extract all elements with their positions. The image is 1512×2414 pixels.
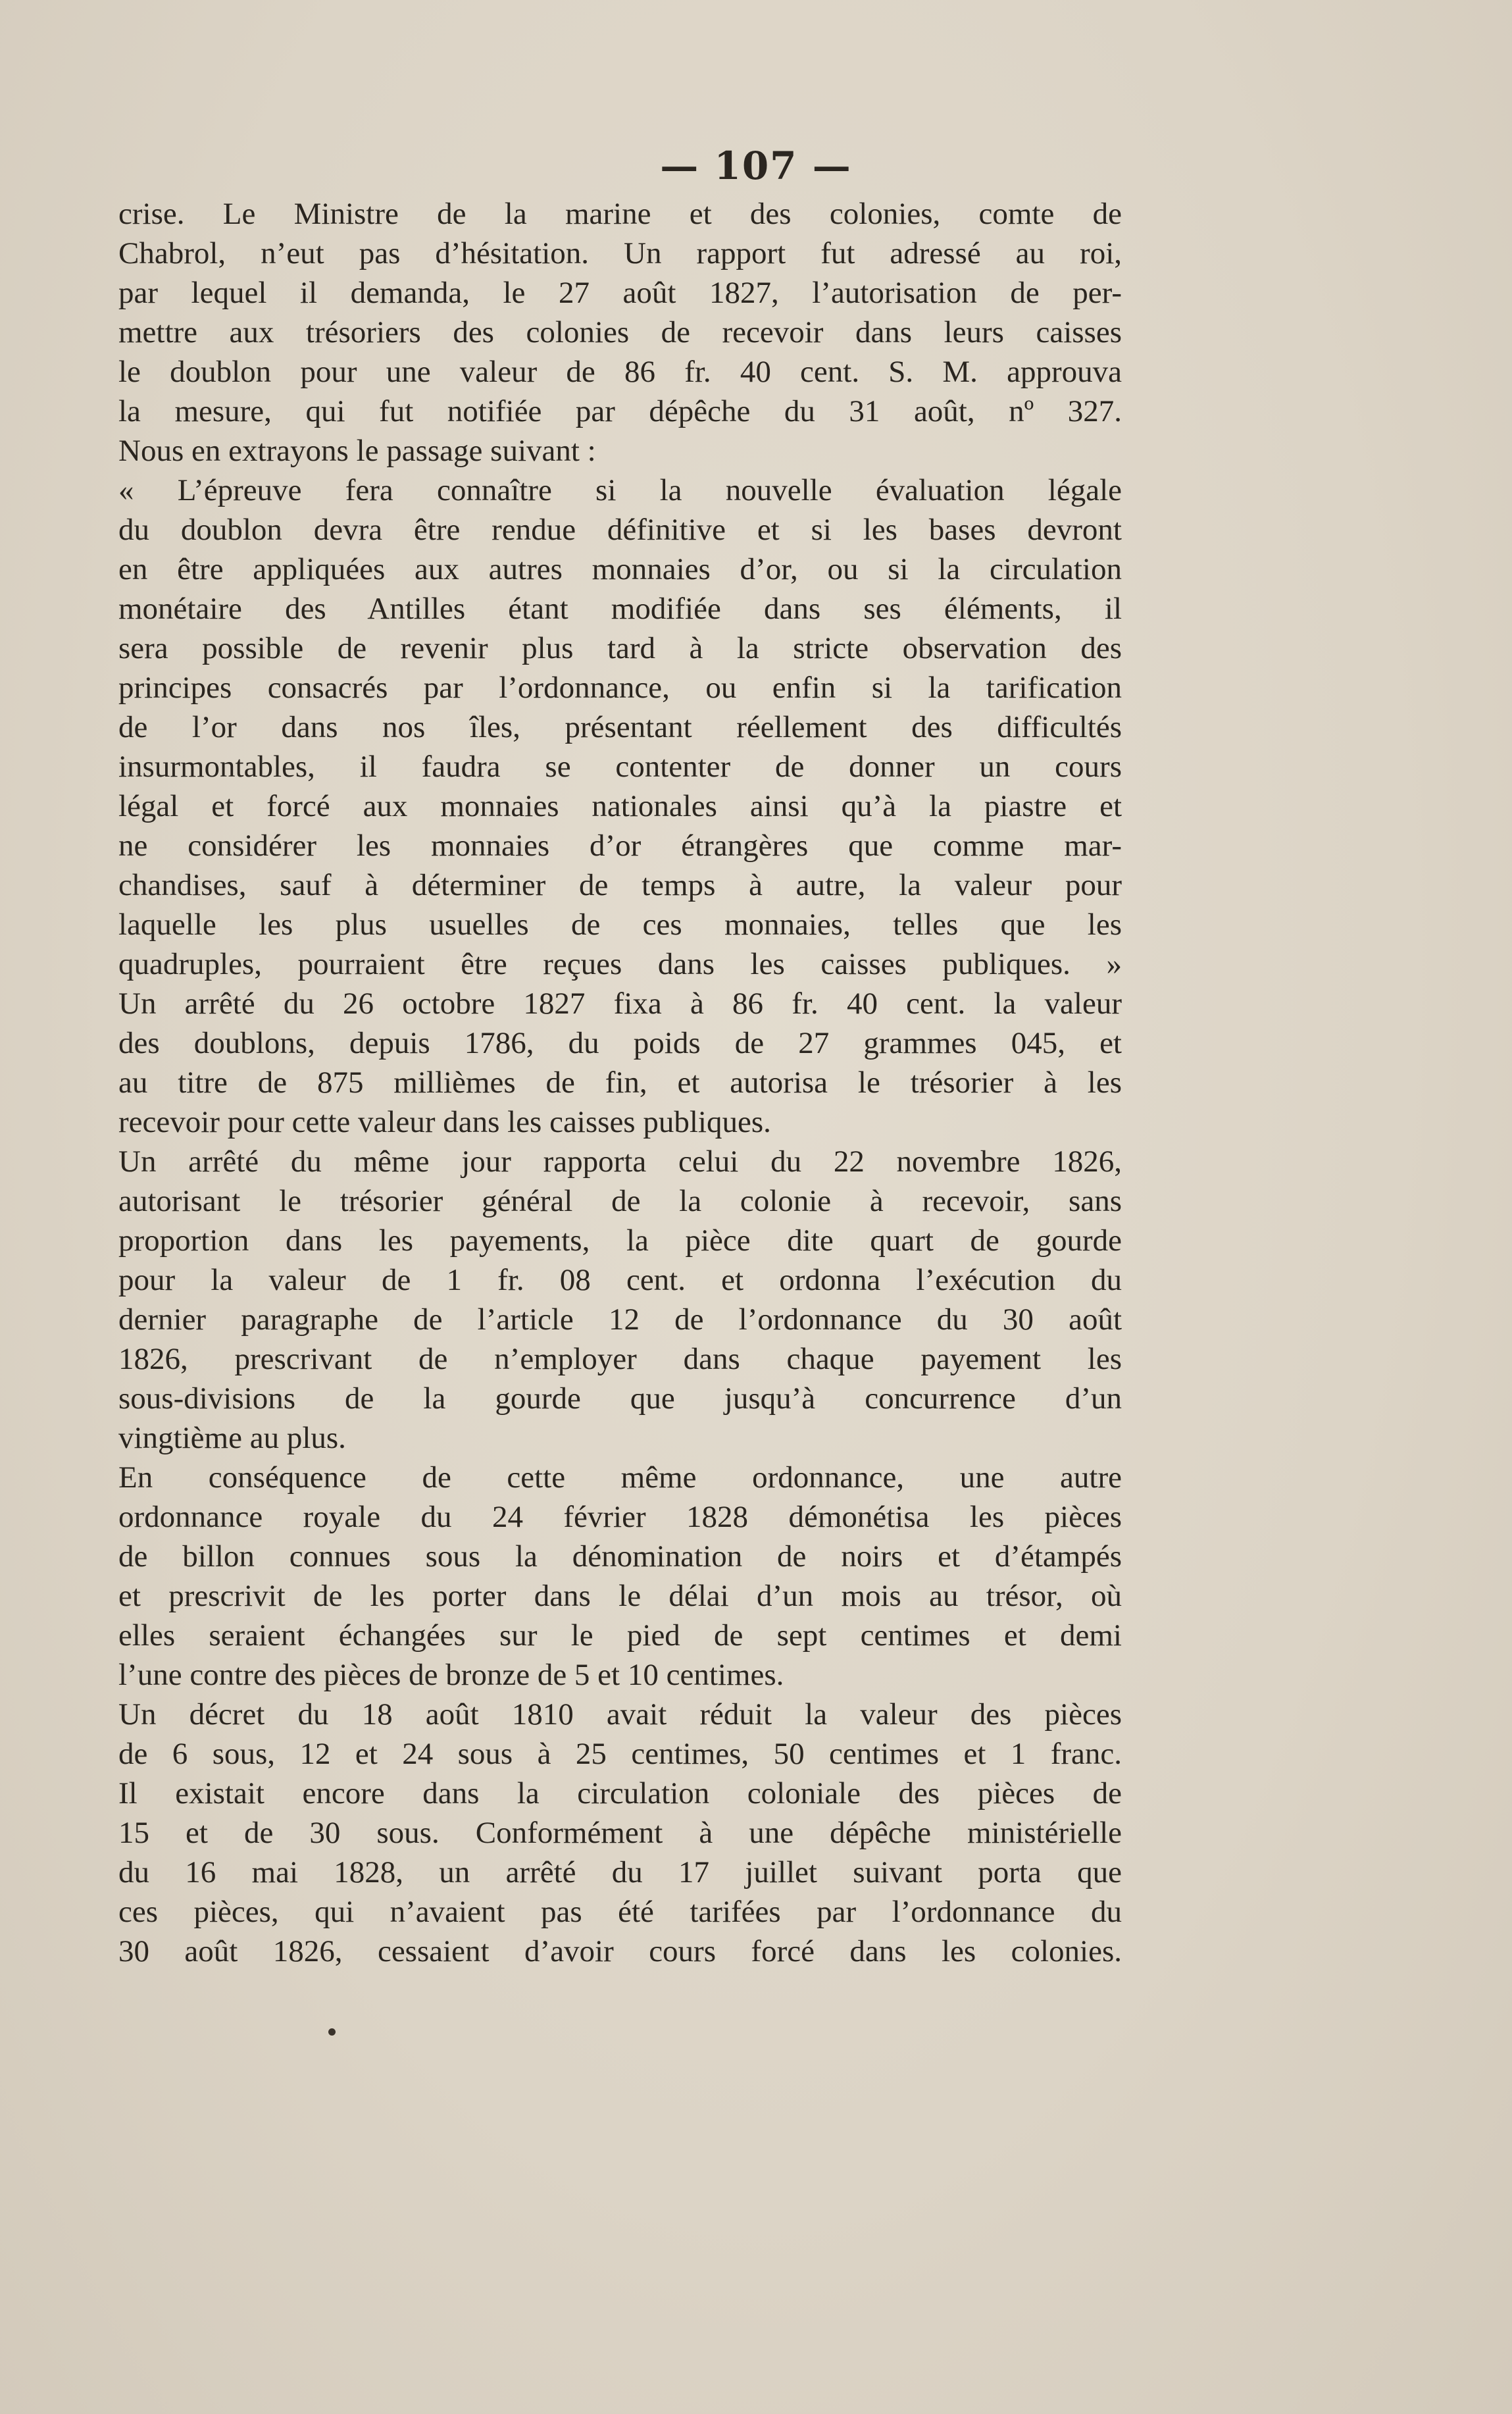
text-line: quadruples, pourraient être reçues dans les caisses publiques. » [118, 947, 1122, 981]
text-line: Il existait encore dans la circulation coloniale des pièces de [118, 1776, 1122, 1810]
text-line: Un arrêté du même jour rapporta celui du 22 novembre 1826, [118, 1144, 1122, 1179]
page-number: — 107 — [660, 143, 852, 188]
body-text [118, 194, 1122, 1971]
text-line: dernier paragraphe de l’article 12 de l’ordonnance du 30 août [118, 1302, 1122, 1337]
text-line: sous-divisions de la gourde que jusqu’à concurrence d’un [118, 1381, 1122, 1416]
ink-speck [328, 2028, 336, 2036]
text-line: sera possible de revenir plus tard à la stricte observation des [118, 631, 1122, 665]
text-line: vingtième au plus. [118, 1421, 346, 1455]
text-line: Un décret du 18 août 1810 avait réduit la valeur des pièces [118, 1697, 1122, 1732]
text-line: laquelle les plus usuelles de ces monnaies, telles que les [118, 908, 1122, 942]
text-line: légal et forcé aux monnaies nationales ainsi qu’à la piastre et [118, 789, 1122, 823]
text-line: Un arrêté du 26 octobre 1827 fixa à 86 fr. 40 cent. la valeur [118, 987, 1122, 1021]
text-line: insurmontables, il faudra se contenter de donner un cours [118, 750, 1122, 784]
text-line: l’une contre des pièces de bronze de 5 et 10 centimes. [118, 1658, 784, 1692]
text-line: du 16 mai 1828, un arrêté du 17 juillet suivant porta que [118, 1855, 1122, 1889]
text-line: monétaire des Antilles étant modifiée dans ses éléments, il [118, 592, 1122, 626]
text-line: « L’épreuve fera connaître si la nouvelle évaluation légale [118, 473, 1122, 507]
text-line: en être appliquées aux autres monnaies d’or, ou si la circulation [118, 552, 1122, 586]
text-line: de l’or dans nos îles, présentant réellement des difficultés [118, 710, 1122, 744]
text-line: au titre de 875 millièmes de fin, et autorisa le trésorier à les [118, 1066, 1122, 1100]
text-line: ordonnance royale du 24 février 1828 démonétisa les pièces [118, 1500, 1122, 1534]
text-line: crise. Le Ministre de la marine et des colonies, comte de [118, 197, 1122, 231]
text-line: chandises, sauf à déterminer de temps à autre, la valeur pour [118, 868, 1122, 902]
text-line: des doublons, depuis 1786, du poids de 27 grammes 045, et [118, 1026, 1122, 1060]
text-line: proportion dans les payements, la pièce dite quart de gourde [118, 1223, 1122, 1258]
text-line: et prescrivit de les porter dans le délai d’un mois au trésor, où [118, 1579, 1122, 1613]
text-line: pour la valeur de 1 fr. 08 cent. et ordonna l’exécution du [118, 1263, 1122, 1297]
text-line: Nous en extrayons le passage suivant : [118, 434, 596, 468]
text-line: par lequel il demanda, le 27 août 1827, l’autorisation de per- [118, 276, 1122, 310]
text-line: En conséquence de cette même ordonnance, une autre [118, 1460, 1122, 1495]
text-line: de 6 sous, 12 et 24 sous à 25 centimes, 50 centimes et 1 franc. [118, 1737, 1122, 1771]
text-line: 1826, prescrivant de n’employer dans chaque payement les [118, 1342, 1122, 1376]
text-line: ne considérer les monnaies d’or étrangères que comme mar- [118, 829, 1122, 863]
text-line: de billon connues sous la dénomination de noirs et d’étampés [118, 1539, 1122, 1574]
text-line: mettre aux trésoriers des colonies de recevoir dans leurs caisses [118, 315, 1122, 349]
text-line: 15 et de 30 sous. Conformément à une dépêche ministérielle [118, 1816, 1122, 1850]
text-line: ces pièces, qui n’avaient pas été tarifées par l’ordonnance du [118, 1895, 1122, 1929]
text-line: principes consacrés par l’ordonnance, ou enfin si la tarification [118, 671, 1122, 705]
text-line: la mesure, qui fut notifiée par dépêche du 31 août, nº 327. [118, 394, 1122, 428]
text-line: du doublon devra être rendue définitive et si les bases devront [118, 513, 1122, 547]
text-line: elles seraient échangées sur le pied de sept centimes et demi [118, 1618, 1122, 1653]
text-line: recevoir pour cette valeur dans les caisses publiques. [118, 1105, 771, 1139]
text-line: Chabrol, n’eut pas d’hésitation. Un rapport fut adressé au roi, [118, 236, 1122, 270]
text-line: le doublon pour une valeur de 86 fr. 40 cent. S. M. approuva [118, 355, 1122, 389]
text-line: 30 août 1826, cessaient d’avoir cours forcé dans les colonies. [118, 1934, 1122, 1968]
text-line: autorisant le trésorier général de la colonie à recevoir, sans [118, 1184, 1122, 1218]
